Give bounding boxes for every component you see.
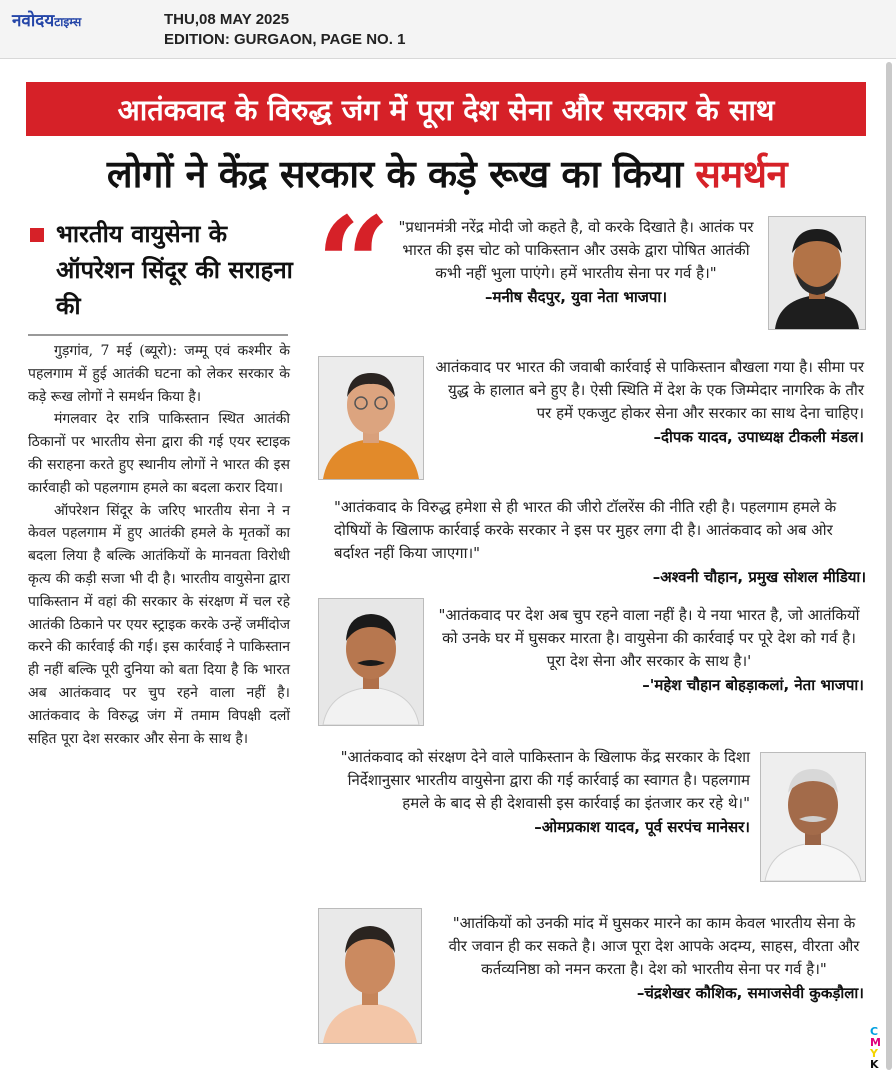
portrait-photo (318, 908, 422, 1044)
newspaper-logo[interactable] (12, 8, 81, 31)
magenta-mark: M (870, 1036, 881, 1049)
black-mark: K (870, 1058, 879, 1071)
quote-text: "आतंकवाद को संरक्षण देने वाले पाकिस्तान के खिलाफ केंद्र सरकार के दिशा निर्देशानुसार भारतीय वायुसेना द्वारा की गई कार्रवाई का स्वागत है। पहलगाम हमले के बाद से ही देशवासी इस कार्रवाई का इंतजार कर रहे थे।" (340, 748, 750, 812)
portrait-photo (318, 356, 424, 480)
main-headline (26, 146, 868, 202)
person-portrait-icon (769, 217, 865, 329)
quote-attribution: –चंद्रशेखर कौशिक, समाजसेवी कुकड़ौला। (636, 984, 864, 1002)
vertical-scrollbar[interactable] (886, 62, 892, 1070)
edition-info (164, 10, 405, 50)
logo-sub: टाइम्स (54, 15, 82, 29)
portrait-photo (318, 598, 424, 726)
quote-block (432, 356, 864, 449)
article-paragraph: ऑपरेशन सिंदूर के जरिए भारतीय सेना ने न केवल पहलगाम में हुए आतंकी हमले के मृतकों का बदला लिया है बल्कि आतंकियों के मानवता विरोधी कृत्य की कड़ी सजा भी दी है। भारतीय वायुसेना द्वारा पाकिस्तान में वहां की सरकार के संरक्षण में चल रहे आतंकी ठिकाने पर एयर स्ट्राइक करके उन्हें जमींदोज करने की कार्रवाई की गई। इस कार्रवाई ने पाकिस्तान ही नहीं बल्कि पूरी दुनिया को बता दिया है कि भारत अब आतंकवाद पर चुप रहने वाला नहीं है। आतंकवाद के विरुद्ध जंग में तमाम विपक्षी दलों सहित पूरा देश सरकार और सेना के साथ है। (28, 502, 290, 747)
quote-text: "आतंकियों को उनकी मांद में घुसकर मारने का काम केवल भारतीय सेना के वीर जवान ही कर सकते है। आज पूरा देश आपके अदम्य, साहस, वीरता और कर्तव्यनिष्ठा को नमन करता है। देश को भारतीय सेना पर गर्व है।" (448, 914, 860, 978)
quote-block (444, 912, 864, 1005)
quote-attribution: –'महेश चौहान बोहड़ाकलां, नेता भाजपा। (642, 676, 864, 694)
quote-text: "प्रधानमंत्री नरेंद्र मोदी जो कहते है, वो करके दिखाते है। आतंक पर भारत की इस चोट को पाकिस्तान और उसके द्वारा पोषित आतंकी कभी नहीं भुला पाएंगे। हमें भारतीय सेना पर गर्व है।" (398, 218, 754, 282)
edition-page: EDITION: GURGAON, PAGE NO. 1 (164, 31, 406, 48)
quote-block (390, 216, 762, 309)
logo-main: नवोदय (12, 11, 55, 31)
cyan-mark: C (870, 1025, 879, 1038)
person-portrait-icon (761, 753, 865, 881)
article-body (28, 340, 290, 750)
divider (28, 334, 288, 336)
headline-highlight: समर्थन (695, 152, 788, 196)
quote-attribution: –दीपक यादव, उपाध्यक्ष टीकली मंडल। (653, 428, 864, 446)
portrait-photo (768, 216, 866, 330)
person-portrait-icon (319, 357, 423, 479)
quote-text: आतंकवाद पर भारत की जवाबी कार्रवाई से पाकिस्तान बौखला गया है। सीमा पर युद्ध के हालात बने हुए है। ऐसी स्थिति में देश के एक जिम्मेदार नागरिक के तौर पर हमें एकजुट होकर सेना और सरकार का साथ देना चाहिए। (435, 358, 864, 422)
article-paragraph: मंगलवार देर रात्रि पाकिस्तान स्थित आतंकी ठिकानों पर भारतीय सेना द्वारा की गई एयर स्टाइक की सराहना करते हुए स्थानीय लोगों ने भारत की इस कार्रवाही को पहलगाम हमले का बदला करार दिया। (28, 411, 290, 496)
quote-text: "आतंकवाद के विरुद्ध हमेशा से ही भारत की जीरो टॉलरेंस की नीति रही है। पहलगाम हमले के दोषियों के खिलाफ कार्रवाई करके सरकार ने इस पर मुहर लगा दी है। आतंकवाद को अब ओर बर्दाश्त नहीं किया जाएगा।" (334, 498, 837, 562)
edition-date: THU,08 MAY 2025 (164, 11, 290, 28)
epaper-header (0, 0, 896, 59)
headline-text: लोगों ने केंद्र सरकार के कड़े रूख का किया (106, 152, 683, 196)
quote-block (434, 604, 864, 697)
portrait-photo (760, 752, 866, 882)
quote-attribution: –मनीष सैदपुर, युवा नेता भाजपा। (484, 288, 668, 306)
quote-attribution: –अश्वनी चौहान, प्रमुख सोशल मीडिया। (652, 568, 866, 586)
quote-block (334, 496, 866, 589)
yellow-mark: Y (870, 1047, 878, 1060)
quote-text: "आतंकवाद पर देश अब चुप रहने वाला नहीं है। ये नया भारत है, जो आतंकियों को उनके घर में घुसकर मारता है। वायुसेना की कार्रवाई पर पूरे देश को गर्व है। पूरा देश सेना और सरकार के साथ है।' (438, 606, 860, 670)
red-square-bullet (30, 228, 44, 242)
article-paragraph: गुड़गांव, 7 मई (ब्यूरो): जम्मू एवं कश्मीर के पहलगाम में हुई आतंकी घटना को लेकर सरकार के कड़े रूख लोगों ने समर्थन किया है। (28, 343, 290, 405)
banner-headline: आतंकवाद के विरुद्ध जंग में पूरा देश सेना और सरकार के साथ (26, 82, 866, 136)
person-portrait-icon (319, 599, 423, 725)
person-portrait-icon (319, 909, 421, 1043)
quote-mark-icon: “ (316, 188, 391, 341)
color-registration-mark (870, 1026, 884, 1070)
sub-heading: भारतीय वायुसेना के ऑपरेशन सिंदूर की सराहना की (56, 220, 293, 320)
quote-attribution: –ओमप्रकाश यादव, पूर्व सरपंच मानेसर। (534, 818, 750, 836)
quote-block (326, 746, 750, 839)
